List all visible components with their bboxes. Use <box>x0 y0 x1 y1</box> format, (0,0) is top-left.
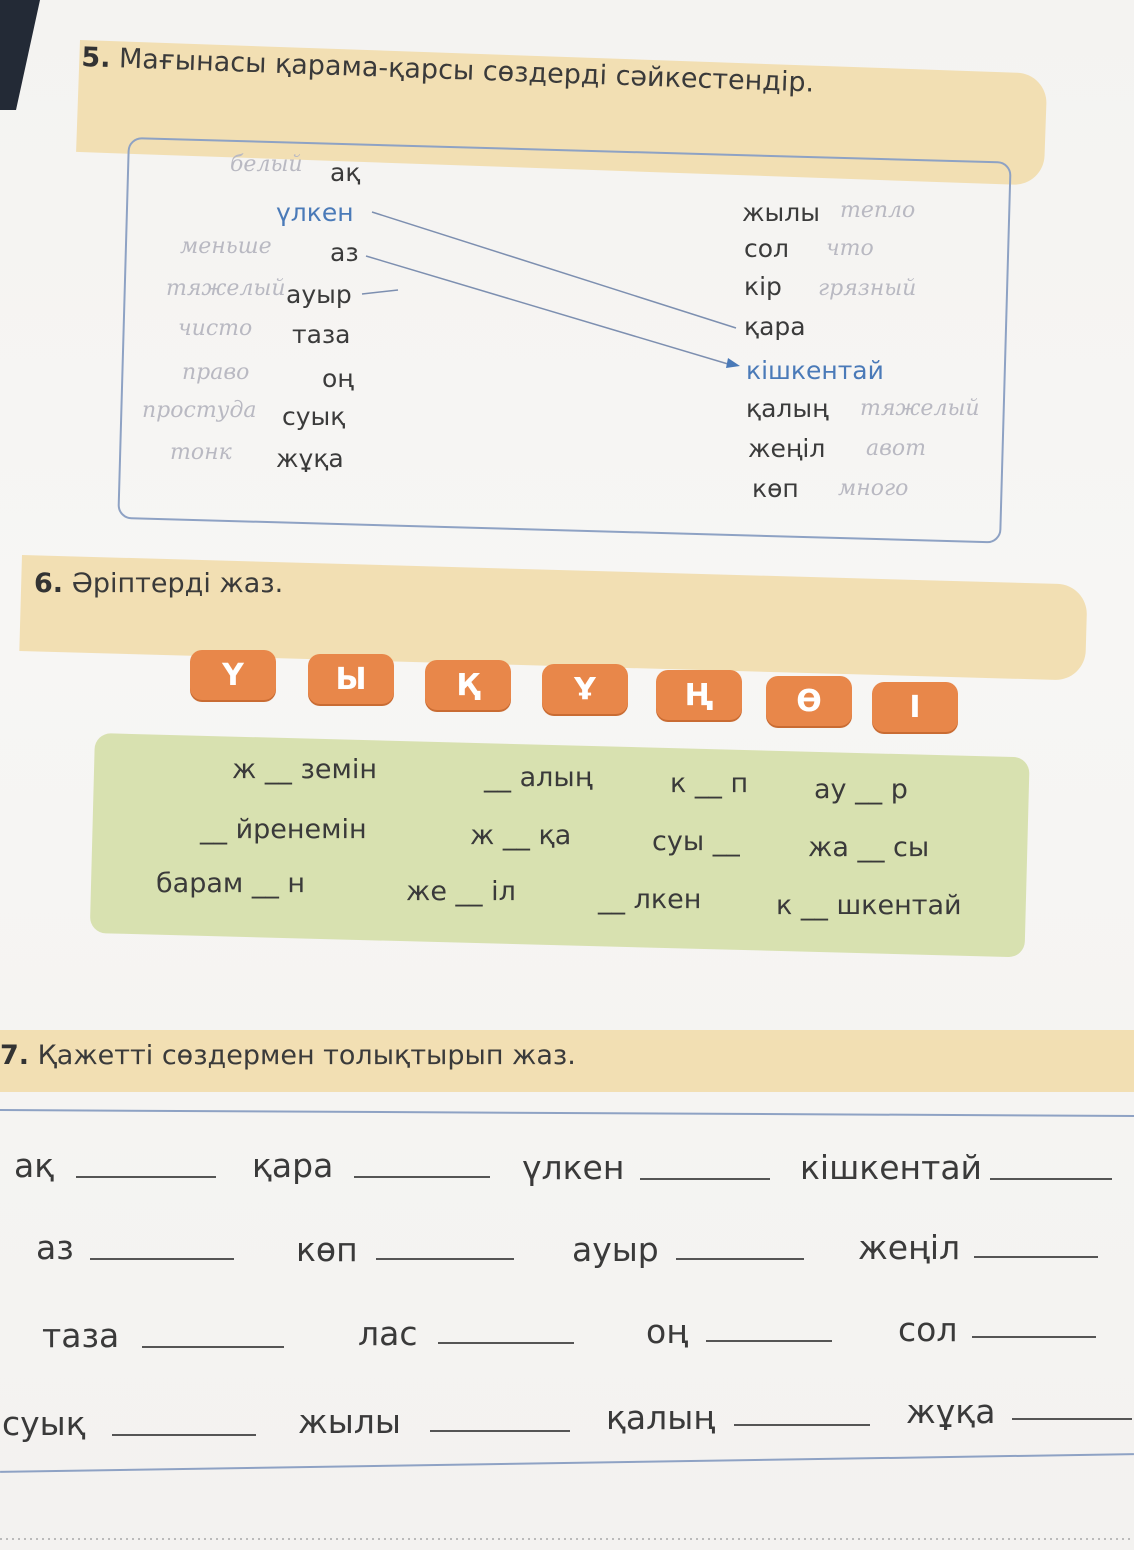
handwritten-note: право <box>182 360 250 385</box>
task7-number: 7. <box>0 1040 30 1071</box>
answer-blank[interactable] <box>112 1434 256 1436</box>
answer-blank[interactable] <box>354 1176 490 1178</box>
answer-blank[interactable] <box>438 1342 574 1344</box>
fill-letter-item: барам __ н <box>156 868 306 899</box>
left-word: ауыр <box>286 280 352 309</box>
word-label: көп <box>296 1230 358 1269</box>
task6-number: 6. <box>34 568 64 599</box>
word-label: жеңіл <box>858 1228 961 1267</box>
right-word: сол <box>744 234 790 263</box>
right-word: қалың <box>746 394 829 423</box>
fill-letter-item: ау __ р <box>814 774 908 805</box>
task6-title <box>34 568 283 599</box>
fill-letter-item: __ йренемін <box>200 814 367 845</box>
answer-blank[interactable] <box>1012 1418 1132 1420</box>
answer-blank[interactable] <box>734 1424 870 1426</box>
handwritten-note: тепло <box>840 198 916 223</box>
word-label: қалың <box>606 1398 716 1437</box>
left-word: суық <box>282 402 346 431</box>
section-divider <box>0 1453 1134 1473</box>
handwritten-note: простуда <box>142 398 257 423</box>
fill-letter-item: ж __ земін <box>232 754 377 785</box>
fill-letter-item: суы __ <box>652 826 740 857</box>
handwritten-note: тяжелый <box>860 396 980 421</box>
answer-blank[interactable] <box>640 1178 770 1180</box>
word-label: суық <box>2 1404 86 1443</box>
answer-blank[interactable] <box>706 1340 832 1342</box>
word-label: сол <box>898 1310 958 1349</box>
letter-tile: Ң <box>656 670 742 720</box>
handwritten-note: чисто <box>178 316 253 341</box>
fill-letter-item: __ лкен <box>598 884 702 915</box>
left-word: үлкен <box>276 198 354 227</box>
left-word: таза <box>292 320 351 349</box>
left-word: жұқа <box>276 444 344 473</box>
right-word: жеңіл <box>748 434 826 463</box>
word-label: жұқа <box>906 1392 996 1431</box>
word-label: жылы <box>298 1402 401 1441</box>
match-line <box>366 256 728 364</box>
left-word: ақ <box>330 158 361 187</box>
fill-letter-item: жа __ сы <box>808 832 930 863</box>
fill-letter-item: же __ іл <box>406 876 516 907</box>
answer-blank[interactable] <box>430 1430 570 1432</box>
task7-title-text: Қажетті сөздермен толықтырып жаз. <box>37 1040 576 1071</box>
left-word: аз <box>330 238 359 267</box>
right-word: көп <box>752 474 799 503</box>
word-label: үлкен <box>522 1148 625 1187</box>
task5-title-text: Мағынасы қарама-қарсы сөздерді сәйкестендір. <box>118 43 815 99</box>
page-edge-dots <box>0 1538 1134 1540</box>
word-label: қара <box>252 1146 334 1185</box>
handwritten-note: белый <box>230 152 303 177</box>
fill-letter-item: __ алың <box>484 762 593 793</box>
answer-blank[interactable] <box>376 1258 514 1260</box>
fill-letter-item: к __ п <box>670 768 749 799</box>
letter-tile: Ө <box>766 676 852 726</box>
right-word: кір <box>744 272 782 301</box>
answer-blank[interactable] <box>142 1346 284 1348</box>
handwritten-note: тяжелый <box>166 276 286 301</box>
task5-number: 5. <box>80 42 112 74</box>
matching-lines <box>0 0 1134 600</box>
right-word: жылы <box>742 198 820 227</box>
task7-title <box>0 1040 576 1071</box>
left-word: оң <box>322 364 354 393</box>
handwritten-note: грязный <box>818 276 917 301</box>
section-divider <box>0 1109 1134 1117</box>
letter-tile: Қ <box>425 660 511 710</box>
right-word: кішкентай <box>746 356 884 385</box>
right-word: қара <box>744 312 806 341</box>
letter-tile: Ү <box>190 650 276 700</box>
word-label: ауыр <box>572 1230 659 1269</box>
answer-blank[interactable] <box>90 1258 234 1260</box>
handwritten-note: что <box>826 236 874 261</box>
answer-blank[interactable] <box>76 1176 216 1178</box>
word-label: таза <box>42 1316 120 1355</box>
letter-tile: І <box>872 682 958 732</box>
handwritten-note: авот <box>866 436 927 461</box>
answer-blank[interactable] <box>676 1258 804 1260</box>
handwritten-note: много <box>838 476 909 501</box>
fill-letter-item: ж __ қа <box>470 820 572 851</box>
word-label: лас <box>358 1314 418 1353</box>
word-label: оң <box>646 1312 688 1351</box>
handwritten-note: тонк <box>170 440 232 465</box>
letter-tile: Ы <box>308 654 394 704</box>
answer-blank[interactable] <box>990 1178 1112 1180</box>
answer-blank[interactable] <box>972 1336 1096 1338</box>
word-label: кішкентай <box>800 1148 982 1187</box>
fill-letter-item: к __ шкентай <box>776 890 962 921</box>
word-label: аз <box>36 1228 74 1267</box>
match-line <box>362 290 398 294</box>
word-label: ақ <box>14 1146 55 1185</box>
answer-blank[interactable] <box>974 1256 1098 1258</box>
arrowhead-icon <box>726 358 740 368</box>
handwritten-note: меньше <box>180 234 272 259</box>
letter-tile: Ұ <box>542 664 628 714</box>
match-line <box>372 212 736 328</box>
task6-title-text: Әріптерді жаз. <box>71 568 284 599</box>
